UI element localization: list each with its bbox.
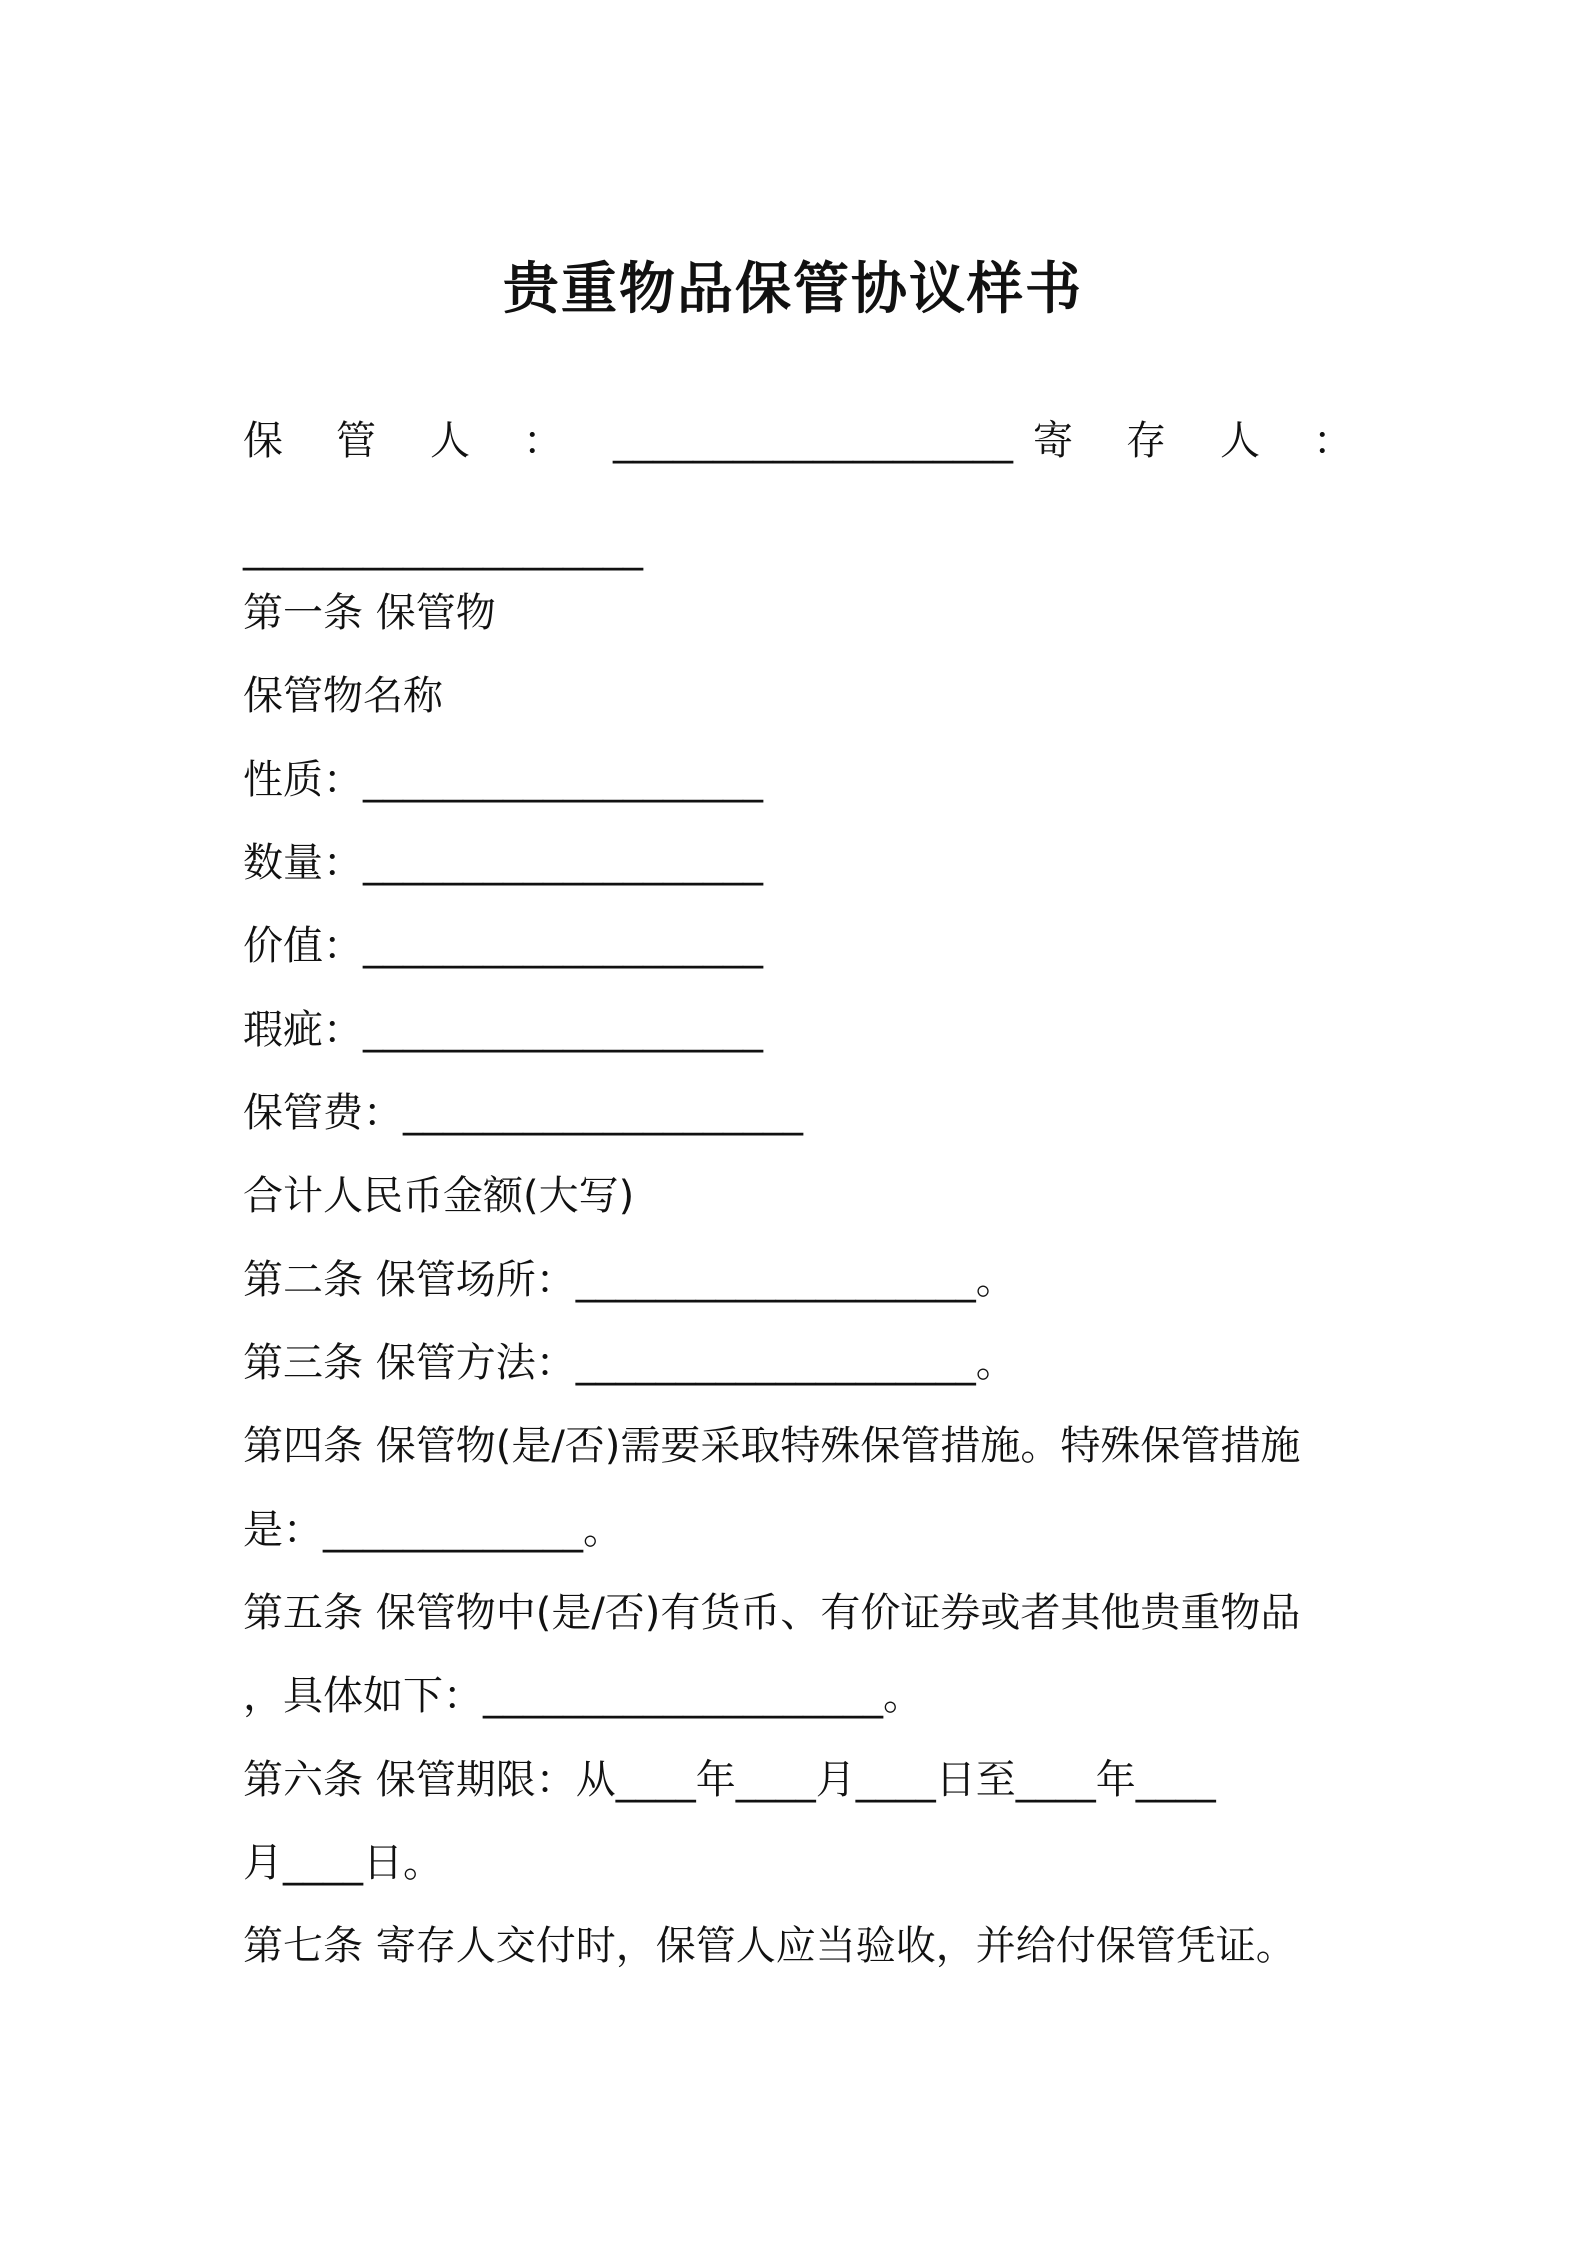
- depositor-label-char: ：: [1313, 418, 1353, 464]
- article-4-line-2: 是：_____________。: [243, 1507, 623, 1553]
- custodian-blank: ____________________: [613, 418, 1013, 464]
- custodian-label-char: 保: [243, 418, 283, 464]
- article-6-line-1: 第六条 保管期限：从____年____月____日至____年____: [243, 1757, 1216, 1803]
- article-1-heading: 第一条 保管物: [243, 590, 496, 636]
- depositor-label-char: 人: [1220, 418, 1260, 464]
- fee-field: 保管费：____________________: [243, 1090, 803, 1136]
- quantity-field: 数量：____________________: [243, 840, 763, 886]
- total-amount-label: 合计人民币金额(大写): [243, 1173, 635, 1219]
- depositor-blank: ____________________: [243, 525, 643, 571]
- defects-field: 瑕疵：____________________: [243, 1007, 763, 1053]
- article-5-line-2: ，具体如下：____________________。: [243, 1673, 923, 1719]
- document-title: 贵重物品保管协议样书: [503, 257, 1083, 322]
- value-field: 价值：____________________: [243, 923, 763, 969]
- article-2: 第二条 保管场所：____________________。: [243, 1257, 1016, 1303]
- article-5-line-1: 第五条 保管物中(是/否)有货币、有价证券或者其他贵重物品: [243, 1590, 1301, 1636]
- item-name-label: 保管物名称: [243, 673, 443, 719]
- article-4-line-1: 第四条 保管物(是/否)需要采取特殊保管措施。特殊保管措施: [243, 1423, 1301, 1469]
- custodian-label-char: 人: [430, 418, 470, 464]
- parties-row: [243, 413, 1353, 473]
- depositor-label-char: 寄: [1033, 418, 1073, 464]
- article-6-line-2: 月____日。: [243, 1840, 443, 1886]
- article-7: 第七条 寄存人交付时，保管人应当验收，并给付保管凭证。: [243, 1923, 1296, 1969]
- custodian-label-char: ：: [523, 418, 563, 464]
- custodian-label-char: 管: [336, 418, 376, 464]
- depositor-label-char: 存: [1126, 418, 1166, 464]
- article-3: 第三条 保管方法：____________________。: [243, 1340, 1016, 1386]
- nature-field: 性质：____________________: [243, 757, 763, 803]
